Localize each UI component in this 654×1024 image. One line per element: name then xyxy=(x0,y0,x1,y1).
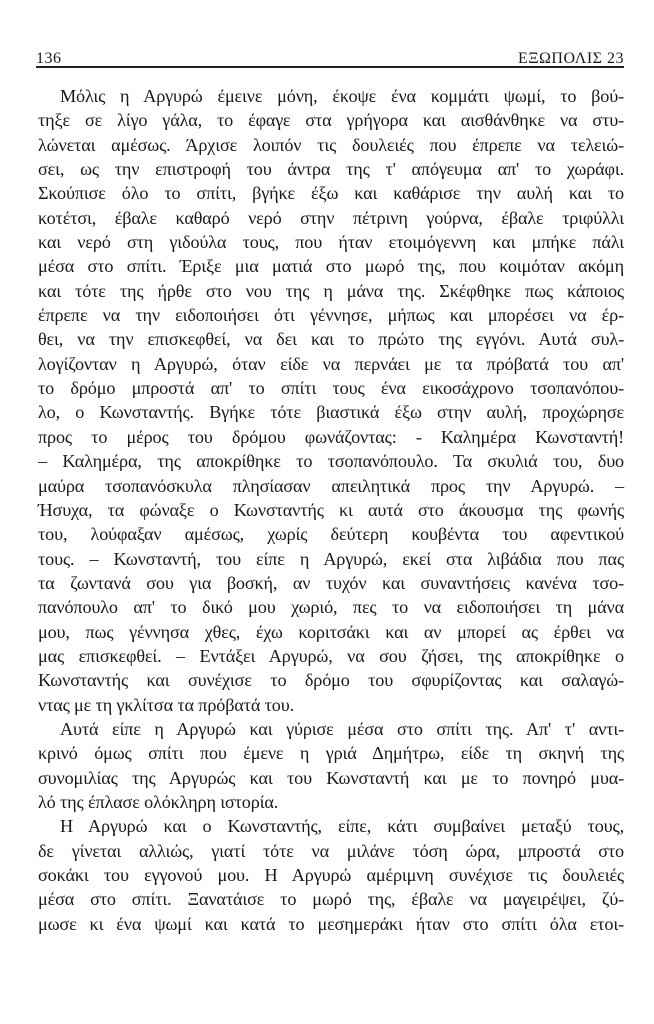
text-line: Μόλις η Αργυρώ έμεινε μόνη, έκοψε ένα κομμάτι ψωμί, το βού- xyxy=(60,86,624,106)
text-line: λογίζονταν η Αργυρώ, όταν είδε να περνάει με τα πρόβατά του απ' xyxy=(38,353,624,374)
text-line: κρινό όμως σπίτι που έμενε η γριά Δημήτρω, είδε τη σκηνή της xyxy=(38,743,624,764)
text-line: προς το μέρος του δρόμου φωνάζοντας: - Καλημέρα Κωνσταντή! xyxy=(38,426,624,447)
text-line: θει, να την επισκεφθεί, να δει και το πρώτο της εγγόνι. Αυτά συλ- xyxy=(38,329,624,350)
text-line: τα ζωντανά σου για βοσκή, αν τυχόν και συναντήσεις κανένα τσο- xyxy=(38,572,624,593)
text-line: Ήσυχα, τα φώναξε ο Κωνσταντής κι αυτά στο άκουσμα της φωνής xyxy=(38,499,624,520)
text-line: τηξε σε λίγο γάλα, το έφαγε στα γρήγορα και αισθάνθηκε να στυ- xyxy=(38,110,624,131)
text-line: συνομιλίας της Αργυρώς και του Κωνσταντή και με το πονηρό μυα- xyxy=(38,767,624,788)
text-line: Αυτά είπε η Αργυρώ και γύρισε μέσα στο σπίτι της. Απ' τ' αντι- xyxy=(60,718,624,739)
text-line: – Καλημέρα, της αποκρίθηκε το τσοπανόπουλο. Τα σκυλιά του, δυο xyxy=(38,451,624,472)
text-line: σοκάκι του εγγονού μου. Η Αργυρώ αμέριμνη συνέχισε τις δουλειές xyxy=(38,865,624,885)
text-line: του, λούφαξαν αμέσως, χωρίς δεύτερη κουβέντα του αφεντικού xyxy=(38,524,624,545)
text-line: ντας με τη γκλίτσα τα πρόβατά του. xyxy=(38,694,294,715)
page-number: 136 xyxy=(36,50,62,67)
text-line: πανόπουλο απ' το δικό μου χωριό, πες το να ειδοποιήσει τη μάνα xyxy=(38,597,624,618)
text-line: μου, πως γέννησα χθες, έχω κοριτσάκι και αν μπορεί ας έρθει να xyxy=(38,621,624,642)
text-line: έπρεπε να την ειδοποιήσει ότι γέννησε, μήπως και μπορέσει να έρ- xyxy=(38,305,624,326)
text-line: τους. – Κωνσταντή, του είπε η Αργυρώ, εκεί στα λιβάδια που πας xyxy=(38,548,624,569)
text-line: μας επισκεφθεί. – Εντάξει Αργυρώ, να σου ζήσει, της αποκρίθηκε ο xyxy=(38,645,624,666)
text-line: σει, ως την επιστροφή του άντρα της τ' απόγευμα απ' το χωράφι. xyxy=(38,159,624,180)
text-line: και τότε της ήρθε στο νου της η μάνα της. Σκέφθηκε πως κάποιος xyxy=(38,280,624,301)
text-line: το δρόμο μπροστά απ' το σπίτι τους ένα εικοσάχρονο τσοπανόπου- xyxy=(38,378,624,399)
text-line: μαύρα τσοπανόσκυλα πλησίασαν απειλητικά προς την Αργυρώ. – xyxy=(38,475,624,496)
running-title: ΕΞΩΠΟΛΙΣ 23 xyxy=(517,50,624,67)
text-line: κοτέτσι, έβαλε καθαρό νερό στην πέτρινη γούρνα, έβαλε τριφύλλι xyxy=(38,207,624,228)
text-line: Η Αργυρώ και ο Κωνσταντής, είπε, κάτι συμβαίνει μεταξύ τους, xyxy=(60,816,624,837)
text-line: λώνεται αμέσως. Άρχισε λοιπόν τις δουλειές που έπρεπε να τελειώ- xyxy=(38,134,624,155)
body-text xyxy=(38,84,624,936)
text-line: λό της έπλασε ολόκληρη ιστορία. xyxy=(38,791,279,812)
text-line: δε γίνεται αλλιώς, γιατί τότε να μιλάνε τόση ώρα, μπροστά στο xyxy=(38,840,624,861)
text-line: και νερό στη γιδούλα τους, που ήταν ετοιμόγεννη και μπήκε πάλι xyxy=(38,232,624,253)
text-line: μέσα στο σπίτι. Ξανατάισε το μωρό της, έβαλε να μαγειρέψει, ζύ- xyxy=(38,889,624,910)
text-line: λο, ο Κωνσταντής. Βγήκε τότε βιαστικά έξω στην αυλή, προχώρησε xyxy=(38,402,624,423)
text-line: Κωνσταντής και συνέχισε το δρόμο του σφυρίζοντας και σαλαγώ- xyxy=(38,670,624,691)
running-header xyxy=(36,44,624,68)
text-line: Σκούπισε όλο το σπίτι, βγήκε έξω και καθάρισε την αυλή και το xyxy=(38,183,624,204)
text-line: μέσα στο σπίτι. Έριξε μια ματιά στο μωρό της, που κοιμόταν ακόμη xyxy=(38,256,624,277)
text-line: μωσε κι ένα ψωμί και κατά το μεσημεράκι ήταν στο σπίτι όλα ετοι- xyxy=(38,913,624,934)
